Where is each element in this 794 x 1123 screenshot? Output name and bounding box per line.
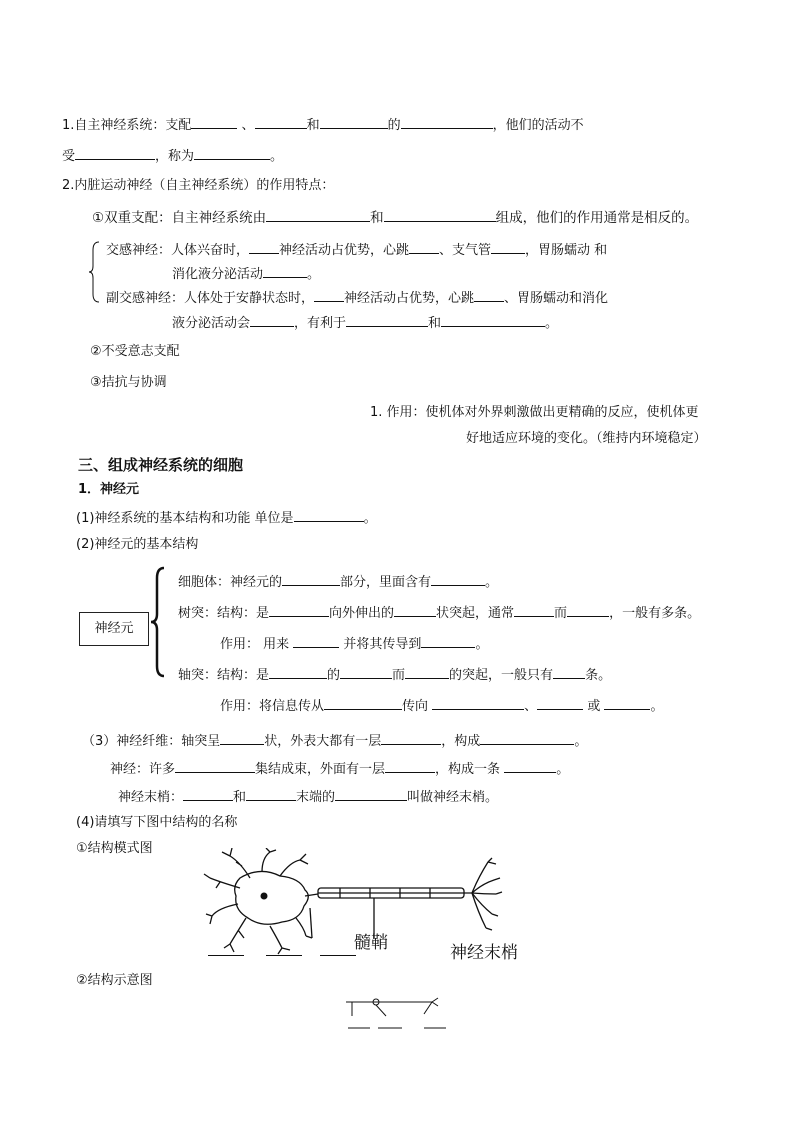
- brace-icon: [148, 566, 168, 678]
- blank[interactable]: [266, 208, 370, 222]
- blank[interactable]: [431, 572, 485, 586]
- neuron-box: 神经元: [79, 612, 149, 646]
- no-will-control: ②不受意志支配: [90, 344, 180, 359]
- blank[interactable]: [220, 731, 264, 745]
- blank[interactable]: [75, 146, 155, 160]
- nerve-line: 神经：许多 集结成束，外面有一层 ，构成一条 。: [110, 759, 569, 779]
- blank[interactable]: [553, 665, 585, 679]
- axon-function: 作用：将信息传从 传向 、 或 。: [220, 696, 664, 716]
- blank[interactable]: [384, 208, 496, 222]
- brace-icon: [89, 240, 101, 304]
- blank[interactable]: [381, 731, 441, 745]
- blank[interactable]: [255, 115, 307, 129]
- blank[interactable]: [441, 313, 545, 327]
- figure2-caption: ②结构示意图: [76, 973, 153, 988]
- blank[interactable]: [405, 665, 449, 679]
- q1-line1: 1.自主神经系统：支配 、 和 的 ，他们的活动不: [62, 115, 584, 135]
- blank[interactable]: [263, 264, 307, 278]
- blank[interactable]: [266, 942, 302, 956]
- blank[interactable]: [175, 759, 255, 773]
- blank[interactable]: [491, 240, 525, 254]
- dendrite-function: 作用： 用来 并将其传导到 。: [220, 634, 488, 654]
- blank[interactable]: [320, 115, 388, 129]
- blank[interactable]: [183, 787, 233, 801]
- axon-line: 轴突：结构：是 的 而 的突起，一般只有 条。: [178, 665, 611, 685]
- dendrite-line: 树突：结构：是 向外伸出的 状突起，通常 而 ，一般有多条。: [178, 603, 700, 623]
- blank[interactable]: [250, 313, 294, 327]
- neuron-heading: 1．神经元: [78, 482, 140, 497]
- blank[interactable]: [394, 603, 436, 617]
- blank[interactable]: [246, 787, 296, 801]
- blank[interactable]: [346, 313, 428, 327]
- blank[interactable]: [340, 665, 392, 679]
- antagonism: ③拮抗与协调: [90, 375, 167, 390]
- blank[interactable]: [335, 787, 407, 801]
- blank[interactable]: [191, 115, 237, 129]
- figure-blanks: [208, 942, 356, 962]
- blank[interactable]: [474, 288, 504, 302]
- blank[interactable]: [514, 603, 554, 617]
- section-title: 三、组成神经系统的细胞: [78, 456, 244, 474]
- blank[interactable]: [421, 634, 475, 648]
- blank[interactable]: [294, 508, 364, 522]
- sympathetic-line2: 消化液分泌活动 。: [172, 264, 320, 284]
- nerve-fiber-line: （3）神经纤维：轴突呈 状，外表大都有一层 ，构成 。: [82, 731, 587, 751]
- blank[interactable]: [604, 696, 650, 710]
- nerve-ending-label: 神经末梢: [450, 943, 518, 963]
- soma-line: 细胞体：神经元的 部分，里面含有 。: [178, 572, 498, 592]
- blank[interactable]: [537, 696, 583, 710]
- blank[interactable]: [324, 696, 402, 710]
- nerve-ending-line: 神经末梢： 和 末端的 叫做神经末梢。: [118, 787, 498, 807]
- myelin-label: 髓鞘: [354, 933, 388, 953]
- blank[interactable]: [194, 146, 270, 160]
- blank[interactable]: [249, 240, 279, 254]
- dual-control: ①双重支配：自主神经系统由 和 组成，他们的作用通常是相反的。: [92, 210, 699, 226]
- blank[interactable]: [480, 731, 574, 745]
- blank[interactable]: [314, 288, 344, 302]
- blank[interactable]: [385, 759, 435, 773]
- blank[interactable]: [320, 942, 356, 956]
- effect-line2: 好地适应环境的变化。（维持内环境稳定）: [466, 431, 707, 446]
- effect-line1: 1. 作用：使机体对外界刺激做出更精确的反应，使机体更: [370, 405, 699, 420]
- parasympathetic-line1: 副交感神经：人体处于安静状态时， 神经活动占优势，心跳 、胃肠蠕动和消化: [106, 288, 608, 308]
- parasympathetic-line2: 液分泌活动会 ，有利于 和 。: [172, 313, 558, 333]
- blank[interactable]: [401, 115, 493, 129]
- q1-line2: 受 ，称为 。: [62, 146, 283, 166]
- q-structure: (2)神经元的基本结构: [76, 537, 199, 552]
- figure1-caption: ①结构模式图: [76, 841, 153, 856]
- sympathetic-line1: 交感神经：人体兴奋时， 神经活动占优势，心跳 、支气管 ，胃肠蠕动 和: [106, 240, 607, 260]
- blank[interactable]: [282, 572, 340, 586]
- blank[interactable]: [293, 634, 339, 648]
- q-basic-unit: (1)神经系统的基本结构和功能 单位是 。: [76, 508, 377, 528]
- q4-title: (4)请填写下图中结构的名称: [76, 815, 238, 830]
- blank[interactable]: [269, 603, 329, 617]
- blank[interactable]: [208, 942, 244, 956]
- q2-title: 2.内脏运动神经（自主神经系统）的作用特点：: [62, 178, 335, 193]
- blank[interactable]: [432, 696, 524, 710]
- blank[interactable]: [269, 665, 327, 679]
- blank[interactable]: [409, 240, 439, 254]
- schematic-figure: [340, 994, 460, 1034]
- blank[interactable]: [504, 759, 556, 773]
- blank[interactable]: [567, 603, 609, 617]
